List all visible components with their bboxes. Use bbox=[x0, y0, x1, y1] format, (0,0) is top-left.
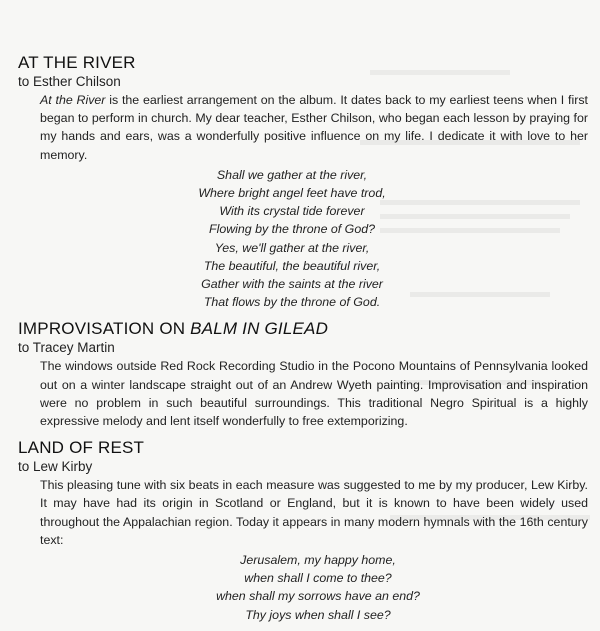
section-title bbox=[18, 437, 588, 458]
body-text: is the earliest arrangement on the album. It dates back to my earliest teens when I first began to perform in church. My dear teacher, Esther Chilson, who began each lesson by praying for my hands and ears, was a wonderfully positive influence on my life. I dedicate it with love to her memory. bbox=[40, 93, 588, 162]
hymn-verse bbox=[40, 551, 596, 624]
title-text: AT THE RIVER bbox=[18, 53, 136, 72]
verse-line: Gather with the saints at the river bbox=[201, 277, 383, 292]
section-body bbox=[40, 476, 588, 549]
section-improvisation-balm-in-gilead bbox=[18, 318, 588, 430]
title-text: LAND OF REST bbox=[18, 438, 145, 458]
verse-line: Where bright angel feet have trod, bbox=[198, 186, 386, 201]
liner-notes-page bbox=[18, 52, 588, 631]
verse-line: Flowing by the throne of God? bbox=[209, 222, 375, 237]
body-text: The windows outside Red Rock Recording Studio in the Pocono Mountains of Pennsylvania looked out on a winter landscape straight out of an Andrew Wyeth painting. Improvisation and inspiration were no problem in such beautiful surroundings. This traditional Negro Spiritual is a highly expressive melody and lent itself wonderfully to free extemporizing. bbox=[40, 359, 588, 429]
verse-line: Thy joys when shall I see? bbox=[245, 607, 391, 622]
verse-line: That flows by the throne of God. bbox=[203, 295, 381, 310]
body-italic-lead: At the River bbox=[40, 93, 106, 107]
body-text: This pleasing tune with six beats in each measure was suggested to me by my producer, Lew Kirby. It may have had its origin in Scotland or England, but it is known to have been widely used throughout the Appalachian region. Today it appears in many modern hymnals with the 16th century text: bbox=[40, 478, 588, 547]
dedication: to Esther Chilson bbox=[18, 74, 121, 89]
verse-line: The beautiful, the beautiful river, bbox=[203, 258, 381, 273]
section-title bbox=[18, 318, 588, 339]
verse-line: when shall my sorrows have an end? bbox=[216, 589, 420, 604]
verse-line: when shall I come to thee? bbox=[244, 571, 392, 586]
title-text: IMPROVISATION ON bbox=[18, 319, 191, 339]
section-at-the-river bbox=[18, 52, 588, 311]
verse-line: Shall we gather at the river, bbox=[216, 167, 368, 182]
section-land-of-rest bbox=[18, 437, 588, 624]
verse-line: With its crystal tide forever bbox=[219, 204, 365, 219]
verse-line: Yes, we'll gather at the river, bbox=[214, 240, 370, 255]
section-body bbox=[40, 91, 588, 164]
hymn-verse bbox=[40, 166, 544, 312]
verse-line: Jerusalem, my happy home, bbox=[240, 553, 396, 568]
dedication: to Tracey Martin bbox=[18, 340, 115, 356]
dedication: to Lew Kirby bbox=[18, 459, 93, 475]
section-body bbox=[40, 357, 588, 430]
section-title bbox=[18, 52, 588, 73]
title-italic-text: BALM IN GILEAD bbox=[190, 319, 329, 339]
